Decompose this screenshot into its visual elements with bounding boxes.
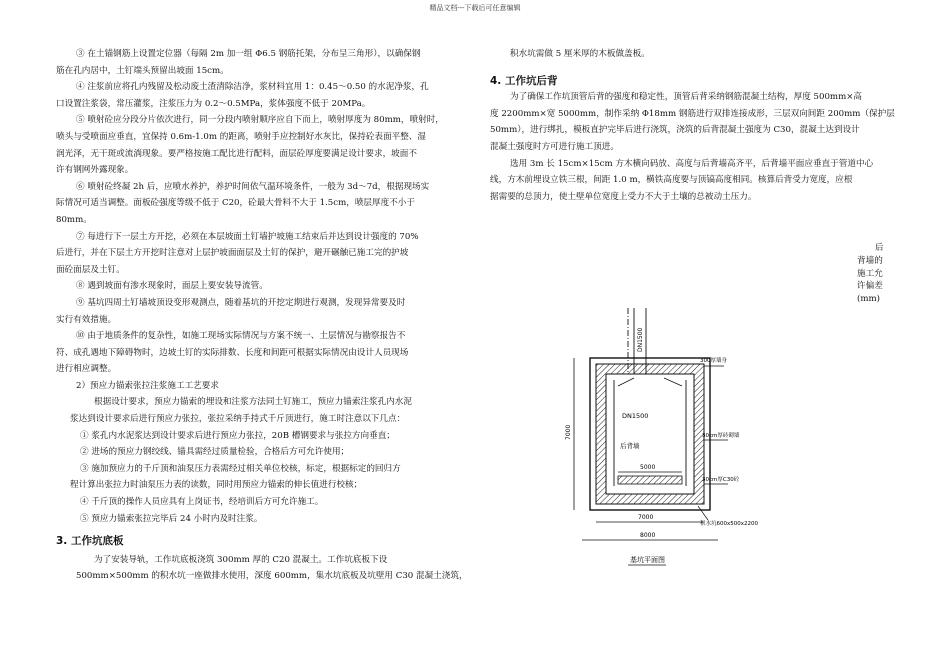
pipe-vertical-label: DN1500 (637, 327, 644, 352)
side-note (857, 242, 897, 306)
pit-label: 积水坑600x500x2200 (700, 521, 759, 527)
paragraph-line: 后进行，并在下层土方开挖时注意对上层护坡面面层及土钉的保护，避开碾触已施工完的护坡 (56, 248, 409, 259)
paragraph-line: ⑨ 基坑四周土钉墙坡顶设变形观测点，随着基坑的开挖定期进行观测，发现异常要及时 (76, 297, 406, 308)
paragraph-line: 进行相应调整。 (56, 364, 117, 375)
list-item: 程计算出张拉力时油泵压力表的读数，同时用预应力锚索的伸长值进行校核； (70, 480, 363, 491)
paragraph-line: 际情况可适当调整。面板砼强度等级不低于 C20，砼最大骨料不大于 1.5cm，喷层厚度不小于 (56, 198, 415, 209)
list-item: ④ 千斤顶的操作人员应具有上岗证书，经培训后方可允许施工。 (80, 497, 324, 508)
paragraph-line: 许有钢网外露现象。 (56, 165, 134, 176)
figure-caption: 基坑平面图 (630, 556, 665, 564)
paragraph-line: 选用 3m 长 15cm×15cm 方木横向码放、高度与后背墙高齐平，后背墙平面应垂直于管道中心 (510, 158, 874, 169)
list-item: ① 浆孔内水泥浆达到设计要求后进行预应力张拉，20B 槽钢要求与张拉方向垂直； (80, 430, 395, 441)
paragraph-line: 积水坑需做 5 厘米厚的木板做盖板。 (510, 49, 650, 59)
label-right-1: 30cm厚砖砌墙 (702, 433, 740, 439)
label-top-right: 300厚墙身 (700, 358, 727, 364)
paragraph-line: 面砼面层及土钉。 (56, 264, 125, 275)
right-column (490, 46, 895, 205)
paragraph-line: 根据设计要求，预应力锚索的埋设和注浆方法同土钉施工，预应力锚索注浆孔内水泥 (94, 397, 412, 408)
paragraph-line: ⑦ 每进行下一层土方开挖，必须在本层坡面土钉墙护坡施工结束后并达到设计强度的 70% (76, 231, 419, 242)
paragraph-line: 实行有效措施。 (56, 314, 117, 325)
paragraph-line: 500mm×500mm 的积水坑一座做排水使用，深度 600mm，集水坑底板及坑壁用 C30 混凝土浇筑， (76, 571, 468, 582)
paragraph-line: 喷头与受喷面应垂直，宜保持 0.6m-1.0m 的距离，喷射手应控制好水灰比，保持砼表面平整、湿 (56, 131, 426, 142)
dim-7000-bottom: 7000 (638, 514, 654, 521)
paragraph-line: 80mm。 (56, 214, 92, 225)
back-wall (618, 476, 682, 484)
list-item: ② 进场的预应力钢绞线、锚具需经过质量检验，合格后方可允许使用； (80, 447, 350, 458)
inner-left-label: 后背墙 (620, 442, 640, 450)
left-column (56, 46, 474, 585)
dim-7000-left: 7000 (565, 424, 572, 440)
pit-plan-drawing (560, 300, 770, 580)
paragraph-line: 50mm），进行绑扎，模板直护完毕后进行浇筑，浇筑的后背混凝土强度为 C30，混凝土达到设计 (490, 125, 860, 136)
paragraph-line: 润光泽，无干斑或流淌现象。要严格按施工配比进行配料，面层砼厚度要满足设计要求，坡面不 (56, 148, 417, 159)
paragraph-line: 为了安装导轨，工作坑底板浇筑 300mm 厚的 C20 混凝土。工作坑底板下设 (94, 554, 388, 565)
paragraph-line: 口设置注浆袋，常压灌浆，注浆压力为 0.2～0.5MPa，浆体强度不低于 20MPa。 (56, 98, 371, 109)
paragraph-line: 线，方木前埋设立铁三根，间距 1.0 m，横铁高度要与顶镐高度相同。核算后背受力宽度，应根 (490, 175, 853, 186)
dim-5000: 5000 (640, 464, 656, 471)
paragraph-line: ⑤ 喷射砼应分段分片依次进行，同一分段内喷射顺序应自下而上，喷射厚度为 80mm，喷射时， (76, 115, 444, 126)
side-note-line: 许偏差 (857, 281, 883, 292)
paragraph-line: 符、成孔遇地下障碍物时，边坡土钉的实际排数、长度和间距可根据实际情况由设计人员现场 (56, 347, 409, 358)
section-3-title: 3. 工作坑底板 (56, 535, 124, 548)
paragraph-line: 浆达到设计要求后进行预应力张拉，张拉采纳手持式千斤顶进行，施工时注意以下几点： (70, 414, 406, 425)
paragraph-line: 度 2200mm×宽 5000mm，制作采纳 Φ18mm 钢筋进行双排连接成形，三层双向间距 200mm（保护层 (490, 108, 895, 119)
subheading: 2）预应力锚索张拉注浆施工工艺要求 (76, 380, 219, 391)
paragraph-line: ⑥ 喷射砼终凝 2h 后，应喷水养护，养护时间依气温环境条件，一般为 3d～7d，根据现场实 (76, 181, 430, 192)
paragraph-line: ⑧ 遇到坡面有渗水现象时，面层上要安装导流管。 (76, 281, 268, 292)
side-note-line: (mm) (857, 294, 881, 305)
page-header: 精品文档---下载后可任意编辑 (429, 4, 521, 12)
paragraph-line: ④ 注浆前应将孔内残留及松动废土渣清除洁净，浆材料宜用 1：0.45～0.50 的水泥净浆，孔 (76, 82, 429, 93)
paragraph-line: 为了确保工作坑顶管后背的强度和稳定性，顶管后背采纳钢筋混凝土结构，厚度 500mm×高 (510, 92, 863, 103)
paragraph-line: 据需要的总顶力，使土壁单位宽度上受力不大于土壤的总被动土压力。 (490, 191, 757, 202)
label-right-2: 30cm厚C30砼 (702, 477, 740, 483)
pipe-label: DN1500 (622, 412, 649, 420)
callout-line (698, 506, 708, 520)
side-note-line: 后 (875, 243, 884, 253)
paragraph-line: 混凝土强度时方可进行施工顶进。 (490, 141, 619, 152)
side-note-line: 施工允 (857, 268, 883, 279)
dim-8000: 8000 (640, 532, 656, 539)
paragraph-line: ③ 在土锚钢筋上设置定位器（每隔 2m 加一组 Φ6.5 钢筋托架，分布呈三角形），以确保钢 (76, 49, 421, 59)
paragraph-line: ⑩ 由于地质条件的复杂性，如施工现场实际情况与方案不统一、土层情况与勘察报告不 (76, 331, 406, 342)
paragraph-line: 筋在孔内居中，土钉端头预留出坡面 15cm。 (56, 65, 229, 76)
list-item: ⑤ 预应力锚索张拉完毕后 24 小时内及时注浆。 (80, 513, 263, 524)
side-note-line: 背墙的 (857, 255, 883, 266)
list-item: ③ 施加预应力的千斤顶和油泵压力表需经过相关单位校核，标定，根据标定的回归方 (80, 463, 401, 474)
section-4-title: 4. 工作坑后背 (490, 74, 558, 87)
